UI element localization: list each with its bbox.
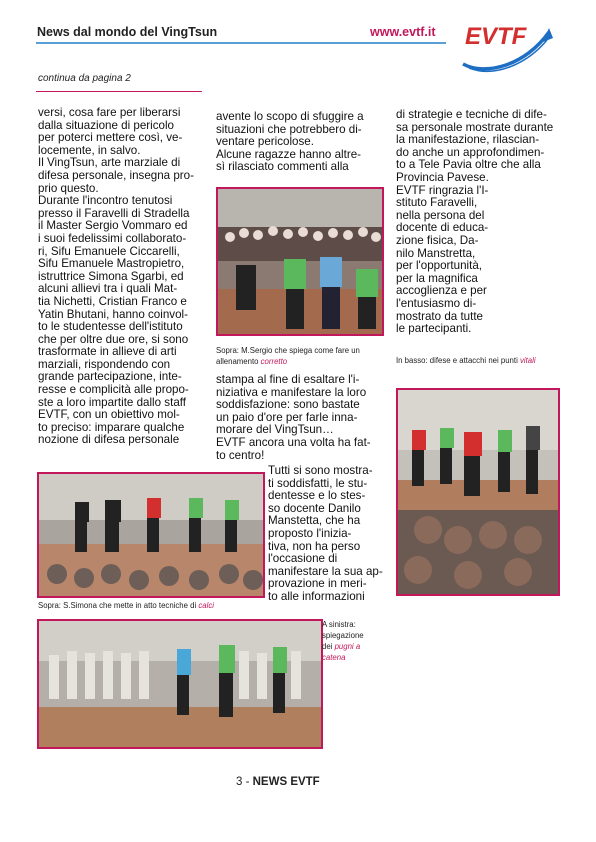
photo-chain-punches xyxy=(37,619,323,749)
text-line: Sifu Emanuele Mastropietro, xyxy=(38,257,185,271)
text-line: alcuni allievi tra i quali Mat- xyxy=(38,282,178,296)
text-line: di strategie e tecniche di dife- xyxy=(396,108,547,121)
text-line: i suoi fedelissimi collaborato- xyxy=(38,231,187,245)
text-line: marziali, rispondendo con xyxy=(38,357,171,371)
website-link[interactable]: www.evtf.it xyxy=(370,25,436,39)
text-line: nilo Manstretta, xyxy=(396,246,476,260)
text-line: nozione di difesa personale xyxy=(38,433,180,447)
text-line: ste a loro impartite dallo staff xyxy=(38,395,187,409)
text-line: l'occasione di xyxy=(268,552,338,566)
text-line: il Master Sergio Vommaro ed xyxy=(38,219,188,233)
article-column-3 xyxy=(396,109,561,336)
article-column-2-middle xyxy=(216,374,383,462)
text-line: tiva, non ha perso xyxy=(268,539,361,553)
text-line: la manifestazione, rilascian- xyxy=(396,133,540,147)
text-line: presso il Faravelli di Stradella xyxy=(38,206,190,220)
text-line: stituto Faravelli, xyxy=(396,196,478,210)
text-line: so docente Danilo xyxy=(268,501,361,515)
text-line: ti soddisfatti, le stu- xyxy=(268,476,368,490)
text-line: prio questo. xyxy=(38,181,99,195)
text-line: un paio d'ore per farle inna- xyxy=(216,410,358,424)
text-line: grande partecipazione, inte- xyxy=(38,370,182,384)
article-column-1 xyxy=(38,107,201,447)
caption-left-photo: A sinistra: spiegazione dei pugni a catena xyxy=(322,620,364,662)
continued-note: continua da pagina 2 xyxy=(38,73,131,84)
text-line: Alcune ragazze hanno altre- xyxy=(216,147,362,161)
photo-vital-points xyxy=(396,388,560,596)
text-line: l'entusiasmo di- xyxy=(396,296,477,310)
text-line: difesa personale, insegna pro- xyxy=(38,168,194,182)
text-line: EVTF, con un obiettivo mol- xyxy=(38,408,180,422)
text-line: sì rilasciato commenti alla xyxy=(216,160,349,174)
photo-sergio-explaining xyxy=(216,187,384,336)
text-line: per la magnifica xyxy=(396,271,478,285)
text-line: zione fisica, Da- xyxy=(396,233,479,247)
caption-right-photo: In basso: difese e attacchi nei punti vitali xyxy=(396,356,536,365)
text-line: Tutti si sono mostra- xyxy=(268,464,373,477)
text-line: resse e complicità alle propo- xyxy=(38,383,189,397)
article-column-2-bottom xyxy=(268,465,384,604)
evtf-logo xyxy=(455,18,555,73)
header-divider xyxy=(36,42,446,44)
text-line: Provincia Pavese. xyxy=(396,170,489,184)
text-line: avente lo scopo di sfuggire a xyxy=(216,110,364,123)
text-line: EVTF ancora una volta ha fat- xyxy=(216,435,371,449)
logo-text: EVTF xyxy=(465,23,527,50)
text-line: le partecipanti. xyxy=(396,322,472,336)
text-line: to a Tele Pavia oltre che alla xyxy=(396,158,541,172)
text-line: sa personale mostrate durante xyxy=(396,120,554,134)
text-line: versi, cosa fare per liberarsi xyxy=(38,106,181,119)
text-line: Durante l'incontro tenutosi xyxy=(38,194,173,208)
text-line: morare del VingTsun… xyxy=(216,423,334,437)
text-line: dentesse e lo stes- xyxy=(268,489,366,503)
footer-label: NEWS EVTF xyxy=(252,776,320,788)
text-line: stampa al fine di esaltare l'i- xyxy=(216,373,360,386)
text-line: situazioni che potrebbero di- xyxy=(216,122,362,136)
caption-top-photo: Sopra: M.Sergio che spiega come fare un allenamento corretto xyxy=(216,346,360,366)
text-line: mostrato da tutte xyxy=(396,309,483,323)
newsletter-title: News dal mondo del VingTsun xyxy=(37,25,218,39)
article-column-2-top xyxy=(216,111,383,174)
text-line: to alle informazioni xyxy=(268,589,365,603)
text-line: che per oltre due ore, si sono xyxy=(38,332,189,346)
text-line: nella persona del xyxy=(396,208,485,222)
text-line: docente di educa- xyxy=(396,221,489,235)
text-line: istruttrice Simona Sgarbi, ed xyxy=(38,269,184,283)
text-line: locemente, in salvo. xyxy=(38,143,141,157)
photo-simona-kicks xyxy=(37,472,265,598)
text-line: ventare pericolose. xyxy=(216,135,314,149)
text-line: niziativa e manifestare la loro xyxy=(216,385,367,399)
text-line: do anche un approfondimen- xyxy=(396,145,545,159)
text-line: to le studentesse dell'istituto xyxy=(38,320,183,334)
page-footer xyxy=(236,776,320,788)
text-line: manifestare la sua ap- xyxy=(268,564,383,578)
text-line: dalla situazione di pericolo xyxy=(38,118,174,132)
text-line: trasformate in allieve di arti xyxy=(38,345,177,359)
text-line: Il VingTsun, arte marziale di xyxy=(38,156,181,170)
text-line: per poterci mettere così, ve- xyxy=(38,131,183,145)
text-line: soddisfazione: sono bastate xyxy=(216,398,360,412)
text-line: proposto l'inizia- xyxy=(268,526,352,540)
text-line: ri, Sifu Emanuele Ciccarelli, xyxy=(38,244,180,258)
text-line: to preciso: imparare qualche xyxy=(38,420,185,434)
text-line: to centro! xyxy=(216,448,265,462)
caption-middle-photo: Sopra: S.Simona che mette in atto tecniche di calci xyxy=(38,601,214,610)
text-line: per l'opportunità, xyxy=(396,259,483,273)
text-line: Yatin Bhutani, hanno coinvol- xyxy=(38,307,188,321)
text-line: provazione in meri- xyxy=(268,577,367,591)
text-line: Manstetta, che ha xyxy=(268,514,361,528)
page-number: 3 - xyxy=(236,776,253,788)
text-line: accoglienza e per xyxy=(396,284,487,298)
continued-divider xyxy=(36,91,202,92)
text-line: EVTF ringrazia l'I- xyxy=(396,183,489,197)
text-line: tia Nichetti, Cristian Franco e xyxy=(38,294,187,308)
